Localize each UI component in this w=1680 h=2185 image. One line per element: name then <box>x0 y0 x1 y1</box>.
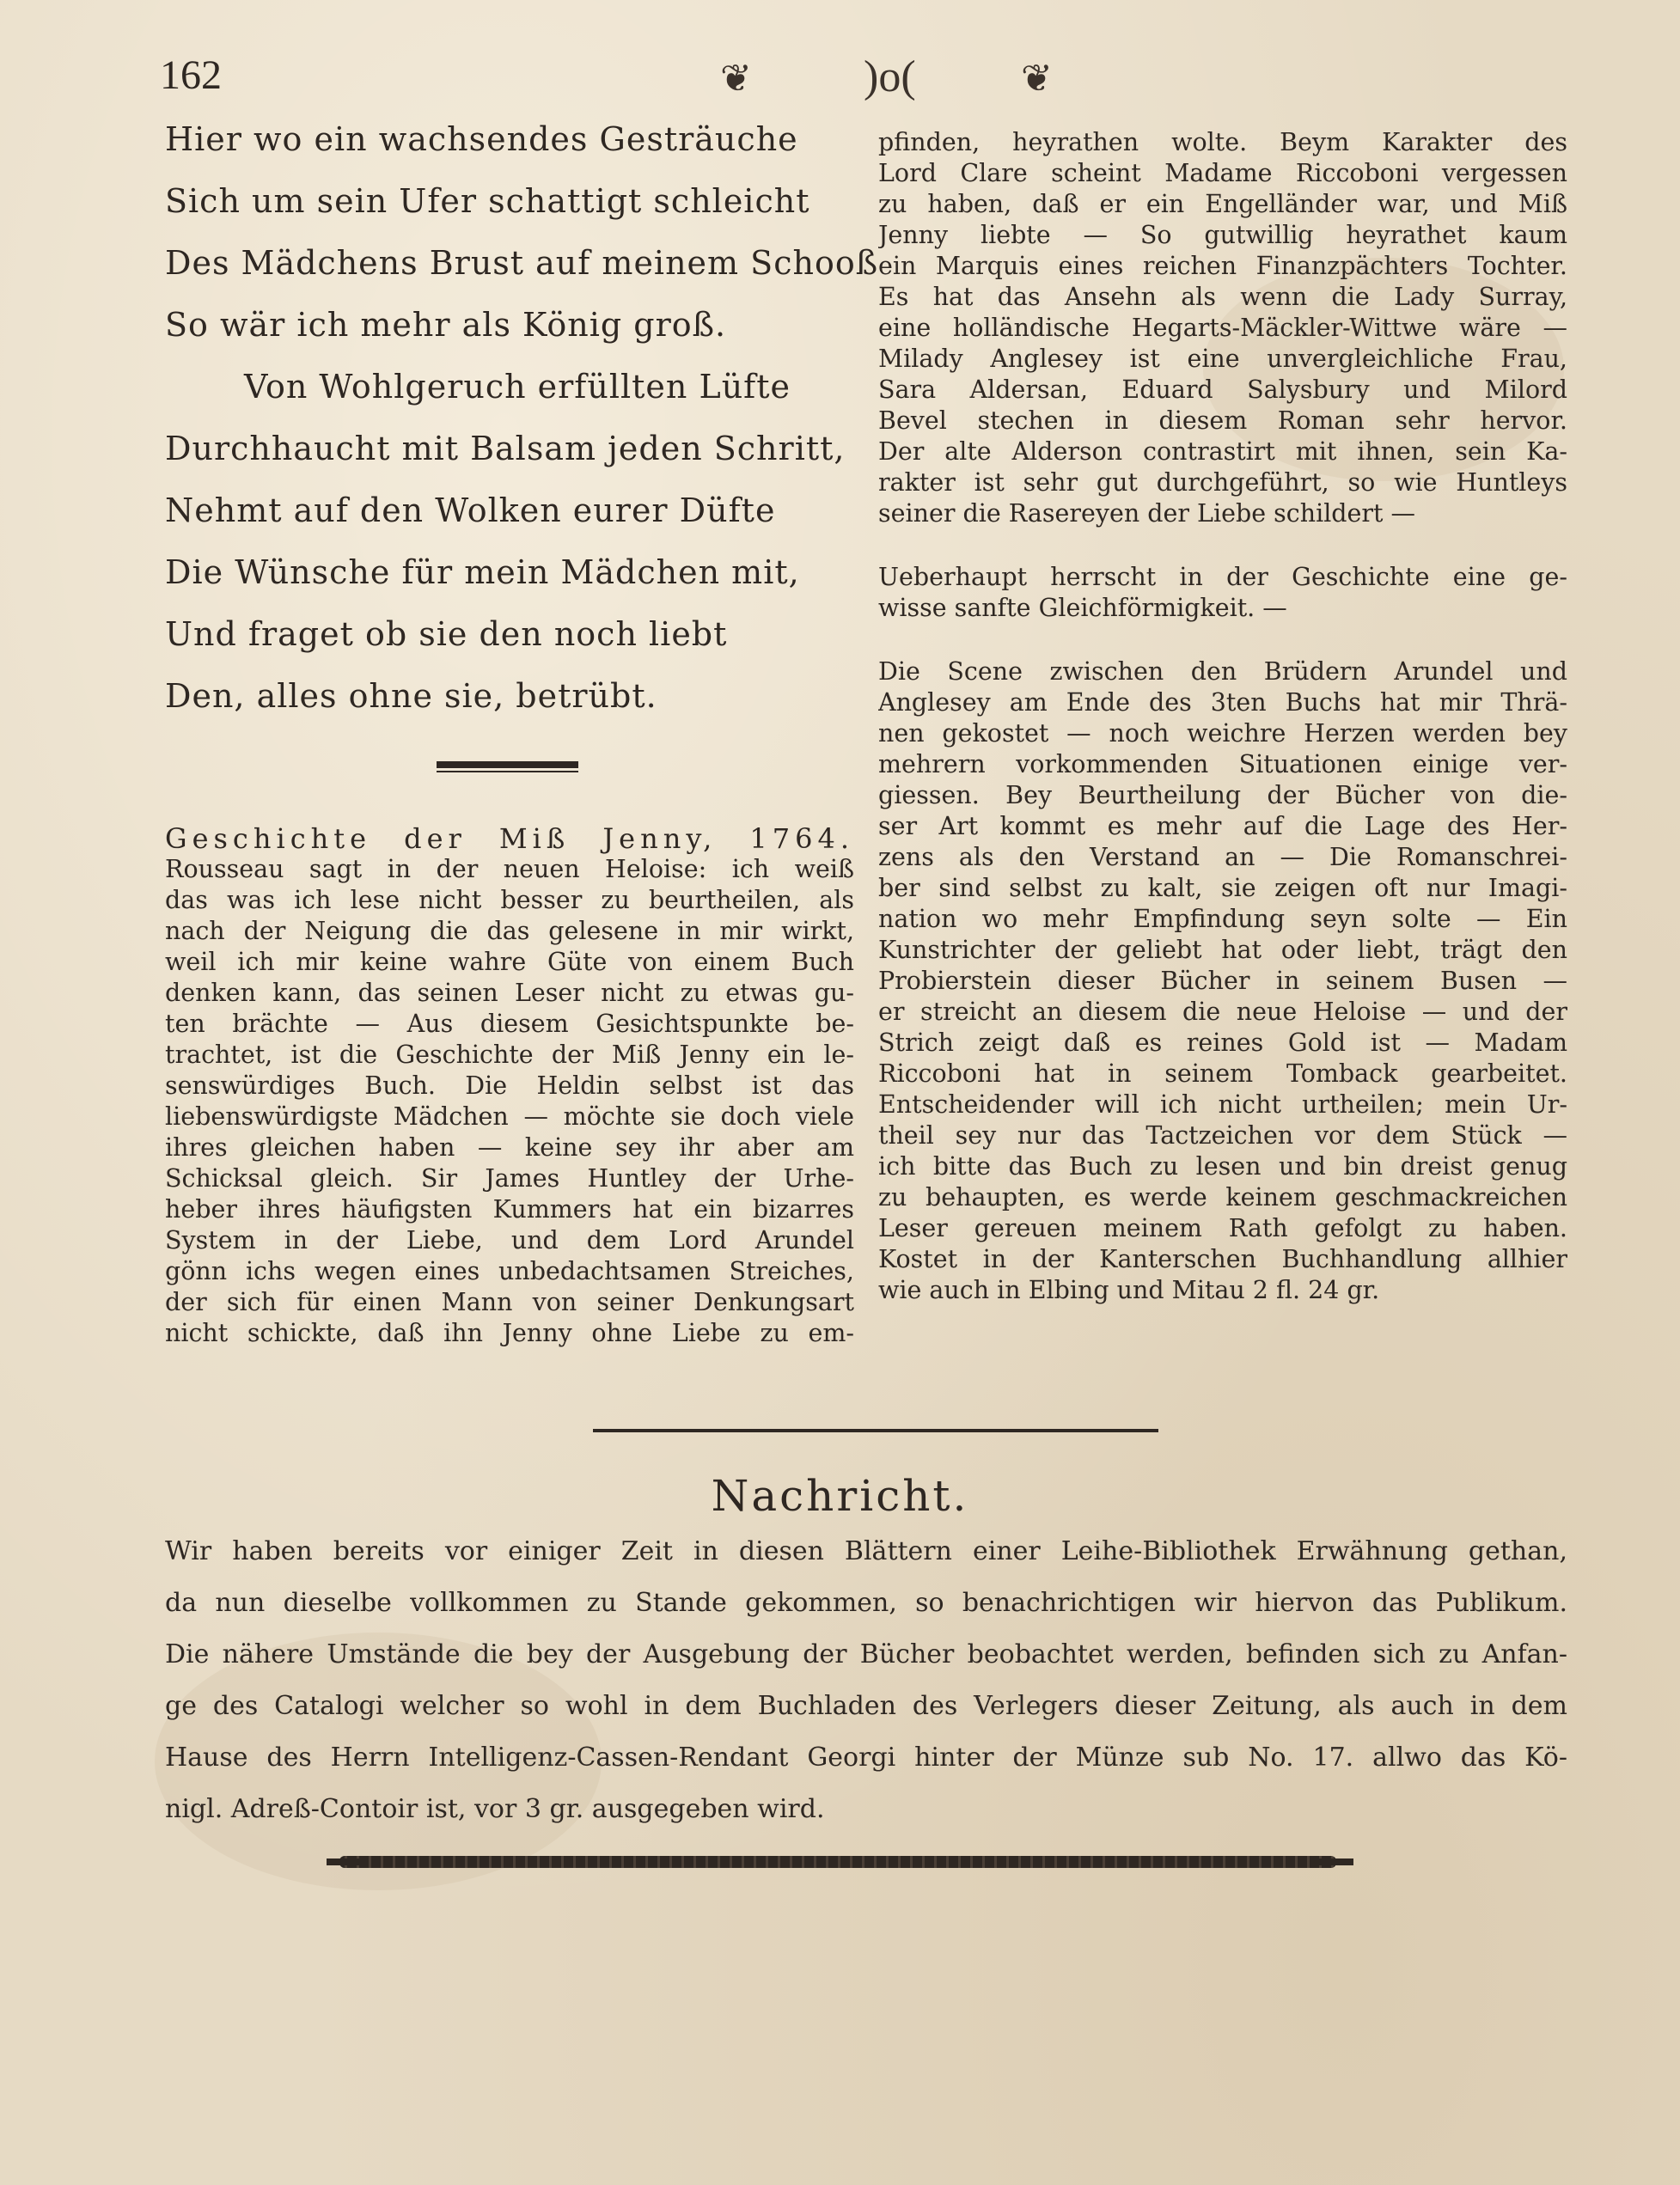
text-line: Leser gereuen meinem Rath gefolgt zu haben. <box>878 1214 1567 1242</box>
text-line: Lord Clare scheint Madame Riccoboni vergessen <box>878 159 1567 187</box>
divider-rule <box>437 771 578 772</box>
notice-body <box>165 1526 1567 1835</box>
text-line: ber sind selbst zu kalt, sie zeigen oft nur Imagi- <box>878 874 1567 902</box>
text-line: gönn ichs wegen eines unbedachtsamen Streiches, <box>165 1257 854 1285</box>
text-line: das was ich lese nicht besser zu beurtheilen, als <box>165 886 854 914</box>
text-line: Bevel stechen in diesem Roman sehr hervor. <box>878 406 1567 435</box>
text-line: pfinden, heyrathen wolte. Beym Karakter des <box>878 128 1567 156</box>
left-column-review <box>165 823 854 1349</box>
divider-rule <box>593 1429 1158 1432</box>
text-line: eine holländische Hegarts-Mäckler-Wittwe wäre — <box>878 314 1567 342</box>
text-line: Der alte Alderson contrastirt mit ihnen, sein Ka- <box>878 437 1567 466</box>
shell-ornament-icon: ❦ <box>1021 57 1053 101</box>
text-line: Hause des Herrn Intelligenz-Cassen-Rendant Georgi hinter der Münze sub No. 17. allwo das Kö- <box>165 1743 1567 1773</box>
text-line: giessen. Bey Beurtheilung der Bücher von die- <box>878 781 1567 809</box>
text-line: nach der Neigung die das gelesene in mir wirkt, <box>165 917 854 945</box>
text-line: er streicht an diesem die neue Heloise — und der <box>878 998 1567 1026</box>
text-line: System in der Liebe, und dem Lord Arundel <box>165 1226 854 1254</box>
poem <box>165 120 879 739</box>
poem-line: Und fraget ob sie den noch liebt <box>165 615 728 653</box>
text-line: trachtet, ist die Geschichte der Miß Jenny ein le- <box>165 1041 854 1069</box>
text-line: Strich zeigt daß es reines Gold ist — Madam <box>878 1028 1567 1057</box>
decorative-bottom-rule <box>339 1856 1336 1868</box>
text-line: ten brächte — Aus diesem Gesichtspunkte be- <box>165 1010 854 1038</box>
text-line: Die nähere Umstände die bey der Ausgebung der Bücher beobachtet werden, befinden sich zu Anfan- <box>165 1639 1567 1669</box>
poem-line: Nehmt auf den Wolken eurer Düfte <box>165 491 776 529</box>
text-line: Die Scene zwischen den Brüdern Arundel und <box>878 657 1567 686</box>
text-line: wisse sanfte Gleichförmigkeit. — <box>878 594 1287 622</box>
review-heading: Geschichte der Miß Jenny, 1764. <box>165 823 854 854</box>
text-line: Anglesey am Ende des 3ten Buchs hat mir Thrä- <box>878 688 1567 717</box>
decorative-bottom-rule <box>327 1858 361 1865</box>
text-line: Rousseau sagt in der neuen Heloise: ich weiß <box>165 855 854 883</box>
poem-line: Die Wünsche für mein Mädchen mit, <box>165 553 800 591</box>
decorative-bottom-rule <box>1319 1858 1353 1865</box>
text-line: Kostet in der Kanterschen Buchhandlung allhier <box>878 1245 1567 1273</box>
text-line: zens als den Verstand an — Die Romanschrei- <box>878 843 1567 871</box>
poem-line: Hier wo ein wachsendes Gesträuche <box>165 120 798 158</box>
text-line: nigl. Adreß-Contoir ist, vor 3 gr. ausgegeben wird. <box>165 1794 825 1824</box>
text-line: senswürdiges Buch. Die Heldin selbst ist das <box>165 1071 854 1100</box>
text-line: Schicksal gleich. Sir James Huntley der Urhe- <box>165 1164 854 1193</box>
divider-rule <box>437 761 578 768</box>
text-line: mehrern vorkommenden Situationen einige ver- <box>878 750 1567 778</box>
text-line: Milady Anglesey ist eine unvergleichliche Frau, <box>878 345 1567 373</box>
poem-line: Des Mädchens Brust auf meinem Schooß <box>165 244 879 282</box>
text-line: Wir haben bereits vor einiger Zeit in diesen Blättern einer Leihe-Bibliothek Erwähnung gethan, <box>165 1536 1567 1566</box>
text-line: nation wo mehr Empfindung seyn solte — Ein <box>878 905 1567 933</box>
text-line: Ueberhaupt herrscht in der Geschichte eine ge- <box>878 563 1567 591</box>
text-line: Jenny liebte — So gutwillig heyrathet kaum <box>878 221 1567 249</box>
text-line: nen gekostet — noch weichre Herzen werden bey <box>878 719 1567 748</box>
text-line: Entscheidender will ich nicht urtheilen; mein Ur- <box>878 1090 1567 1119</box>
text-line: Riccoboni hat in seinem Tomback gearbeitet. <box>878 1059 1567 1088</box>
poem-line: Sich um sein Ufer schattigt schleicht <box>165 182 810 220</box>
poem-line: Durchhaucht mit Balsam jeden Schritt, <box>165 430 846 467</box>
center-ornament: )o( <box>864 52 916 101</box>
text-line: liebenswürdigste Mädchen — möchte sie doch viele <box>165 1102 854 1131</box>
text-line: zu behaupten, es werde keinem geschmackreichen <box>878 1183 1567 1212</box>
text-line: theil sey nur das Tactzeichen vor dem Stück — <box>878 1121 1567 1150</box>
notice-title: Nachricht. <box>711 1471 969 1521</box>
text-line: seiner die Rasereyen der Liebe schildert — <box>878 499 1416 528</box>
text-line: denken kann, das seinen Leser nicht zu etwas gu- <box>165 979 854 1007</box>
text-line: ge des Catalogi welcher so wohl in dem Buchladen des Verlegers dieser Zeitung, als auch in dem <box>165 1691 1567 1721</box>
page-number: 162 <box>160 52 222 98</box>
text-line: wie auch in Elbing und Mitau 2 fl. 24 gr. <box>878 1276 1380 1304</box>
text-line: da nun dieselbe vollkommen zu Stande gekommen, so benachrichtigen wir hiervon das Publikum. <box>165 1588 1567 1618</box>
text-line: zu haben, daß er ein Engelländer war, und Miß <box>878 190 1567 218</box>
text-line: heber ihres häufigsten Kummers hat ein bizarres <box>165 1195 854 1224</box>
text-line: Sara Aldersan, Eduard Salysbury und Milord <box>878 375 1567 404</box>
text-line: ich bitte das Buch zu lesen und bin dreist genug <box>878 1152 1567 1181</box>
poem-line: So wär ich mehr als König groß. <box>165 306 727 344</box>
text-line: der sich für einen Mann von seiner Denkungsart <box>165 1288 854 1316</box>
poem-line: Den, alles ohne sie, betrübt. <box>165 677 657 715</box>
text-line: weil ich mir keine wahre Güte von einem Buch <box>165 948 854 976</box>
text-line: rakter ist sehr gut durchgeführt, so wie Huntleys <box>878 468 1567 497</box>
right-column-review <box>878 127 1567 1306</box>
shell-ornament-icon: ❦ <box>720 57 752 101</box>
text-line: nicht schickte, daß ihn Jenny ohne Liebe zu em- <box>165 1319 854 1347</box>
poem-line: Von Wohlgeruch erfüllten Lüfte <box>244 368 791 406</box>
text-line: ein Marquis eines reichen Finanzpächters Tochter. <box>878 252 1567 280</box>
text-line: Kunstrichter der geliebt hat oder liebt, trägt den <box>878 936 1567 964</box>
text-line: Probierstein dieser Bücher in seinem Busen — <box>878 967 1567 995</box>
text-line: Es hat das Ansehn als wenn die Lady Surray, <box>878 283 1567 311</box>
text-line: ser Art kommt es mehr auf die Lage des Her- <box>878 812 1567 840</box>
text-line: ihres gleichen haben — keine sey ihr aber am <box>165 1133 854 1162</box>
